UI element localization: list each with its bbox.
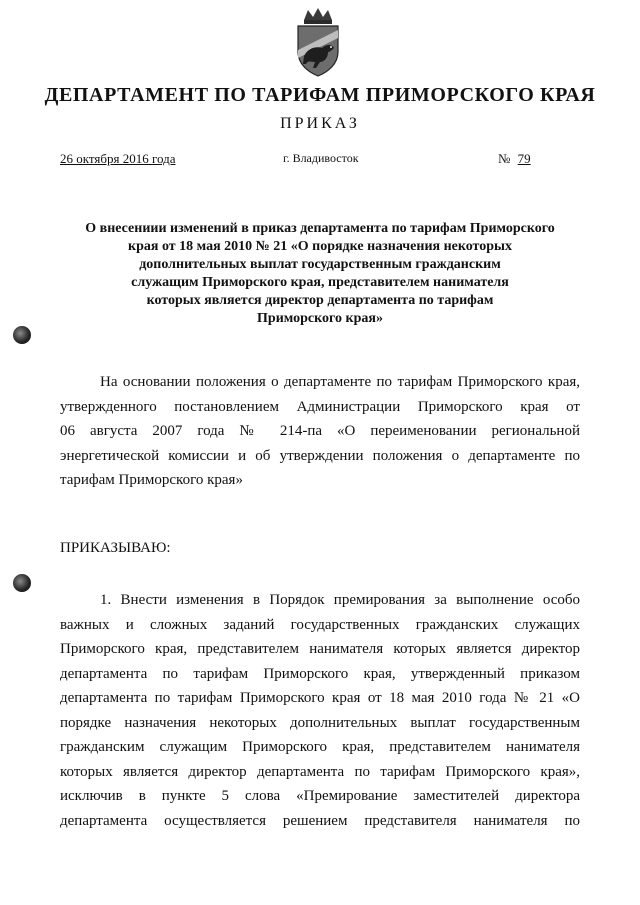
item-1-line: департамента по тарифам Приморского края, утвержденный приказом [60,665,580,682]
order-number [498,151,531,167]
basis-paragraph [60,370,580,493]
basis-line: 06 августа 2007 года № 214-па «О переименовании региональной [60,423,580,439]
order-date: 26 октября 2016 года [60,151,176,166]
order-city: г. Владивосток [283,151,359,165]
document-type: ПРИКАЗ [280,115,360,132]
item-1-line: департамента по тарифам Приморского края от 18 мая 2010 года № 21 «О [60,690,580,706]
punch-hole-icon [13,574,31,592]
basis-line: утвержденного постановлением Администрации Приморского края от [60,398,580,415]
department-title: ДЕПАРТАМЕНТ ПО ТАРИФАМ ПРИМОРСКОГО КРАЯ [44,84,596,106]
item-1-line: важных и сложных заданий государственных гражданских служащих [60,616,580,633]
item-1-line: Приморского края, представителем нанимателя которых является директор [60,641,580,657]
order-number-label: № [498,151,511,166]
punch-hole-icon [13,326,31,344]
basis-line: На основании положения о департаменте по тарифам Приморского края, [100,374,580,390]
item-1-line: гражданским служащим Приморского края, представителем нанимателя [60,739,580,755]
item-1-line: порядке назначения некоторых дополнительных выплат государственным [60,714,580,731]
subject-line: Приморского края» [257,311,383,326]
subject-line: О внесениии изменений в приказ департамента по тарифам Приморского [85,221,555,236]
basis-line: тарифам Приморского края» [60,472,243,488]
subject-line: которых является директор департамента по тарифам [146,293,494,308]
coat-of-arms-icon [286,6,350,78]
subject-line: края от 18 мая 2010 № 21 «О порядке назначения некоторых [128,239,512,254]
subject-line: служащим Приморского края, представителем нанимателя [131,275,509,290]
item-1-line: которых является директор департамента по тарифам Приморского края», [60,763,580,780]
order-number-value: 79 [517,151,531,166]
item-1-line: департамента осуществляется решением представителя нанимателя по [60,812,580,829]
item-1-line: 1. Внести изменения в Порядок премирования за выполнение особо [100,592,580,608]
subject-line: дополнительных выплат государственным гражданским [139,257,501,272]
order-verb: ПРИКАЗЫВАЮ: [60,540,171,556]
order-subject [60,220,580,328]
item-1-paragraph [60,588,580,833]
item-1-line: исключив в пункте 5 слова «Премирование заместителей директора [60,788,580,804]
basis-line: энергетической комиссии и об утверждении положения о департаменте по [60,447,580,464]
